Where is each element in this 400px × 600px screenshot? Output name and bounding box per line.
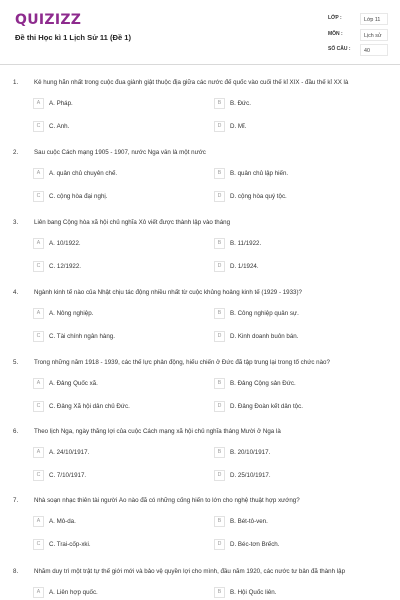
question-text: Nhà soạn nhạc thiên tài người Áo nào đã có những cống hiến to lớn cho nghệ thuật hợp xướng?: [34, 497, 300, 504]
option-letter: A: [33, 378, 44, 389]
meta-label: SỐ CÂU :: [328, 46, 351, 52]
option-text: C. Đảng Xã hội dân chủ Đức.: [49, 403, 130, 410]
option-text: C. Tài chính ngân hàng.: [49, 333, 115, 340]
option-letter: C: [33, 401, 44, 412]
option-text: B. Hội Quốc liên.: [230, 589, 277, 596]
option-text: B. Bét-tô-ven.: [230, 518, 268, 525]
meta-label: LỚP :: [328, 15, 342, 21]
option-text: D. 25/10/1917.: [230, 472, 271, 479]
option-text: D. Đảng Đoàn kết dân tộc.: [230, 403, 303, 410]
option-letter: C: [33, 331, 44, 342]
worksheet-title: Đề thi Học kì 1 Lịch Sử 11 (Đề 1): [15, 33, 132, 42]
option-letter: D: [214, 121, 225, 132]
option-text: A. Pháp.: [49, 100, 73, 107]
option-letter: A: [33, 308, 44, 319]
option-letter: B: [214, 98, 225, 109]
option-text: D. 1/1924.: [230, 263, 259, 270]
question-text: Sau cuộc Cách mạng 1905 - 1907, nước Nga vẫn là một nước: [34, 149, 206, 156]
question-number: 7.: [13, 497, 19, 504]
meta-value: 40: [360, 44, 388, 56]
option-text: B. Công nghiệp quân sự.: [230, 310, 299, 317]
option-letter: C: [33, 470, 44, 481]
option-text: B. 11/1922.: [230, 240, 262, 247]
option-letter: C: [33, 121, 44, 132]
option-letter: C: [33, 261, 44, 272]
meta-value: Lớp 11: [360, 13, 388, 25]
option-letter: A: [33, 447, 44, 458]
option-letter: D: [214, 401, 225, 412]
option-letter: A: [33, 516, 44, 527]
question-number: 6.: [13, 428, 19, 435]
question-text: Liên bang Cộng hòa xã hội chủ nghĩa Xô viết được thành lập vào tháng: [34, 219, 231, 226]
option-text: D. Kinh doanh buôn bán.: [230, 333, 299, 340]
question-number: 4.: [13, 289, 19, 296]
question-number: 1.: [13, 79, 19, 86]
question-text: Kẻ hung hãn nhất trong cuộc đua giành giật thuộc địa giữa các nước đế quốc vào cuối thế kỉ XIX - đầu thế kỉ XX là: [34, 79, 349, 86]
option-letter: A: [33, 587, 44, 598]
option-letter: C: [33, 191, 44, 202]
option-letter: A: [33, 98, 44, 109]
option-text: C. cộng hòa đại nghị.: [49, 193, 108, 200]
option-text: B. Đảng Cộng sản Đức.: [230, 380, 296, 387]
question-text: Ngành kinh tế nào của Nhật chịu tác động nhiều nhất từ cuộc khủng hoảng kinh tế (1929 - 1933)?: [34, 289, 302, 296]
option-text: A. quân chủ chuyên chế.: [49, 170, 118, 177]
option-text: A. Mô-da.: [49, 518, 76, 525]
question-text: Nhằm duy trì một trật tự thế giới mới và bảo vệ quyền lợi cho mình, đầu năm 1920, các nước tư bản đã thành lập: [34, 568, 346, 575]
option-text: B. quân chủ lập hiến.: [230, 170, 289, 177]
option-letter: D: [214, 191, 225, 202]
option-letter: B: [214, 168, 225, 179]
option-letter: B: [214, 516, 225, 527]
option-letter: C: [33, 539, 44, 550]
option-text: A. 10/1922.: [49, 240, 81, 247]
meta-box: [328, 13, 388, 60]
header-divider: [0, 64, 400, 65]
option-letter: D: [214, 470, 225, 481]
option-letter: D: [214, 539, 225, 550]
option-text: D. Béc-tơn Brếch.: [230, 541, 280, 548]
option-letter: B: [214, 378, 225, 389]
option-letter: B: [214, 308, 225, 319]
option-letter: B: [214, 447, 225, 458]
option-text: B. 20/10/1917.: [230, 449, 271, 456]
option-letter: B: [214, 238, 225, 249]
option-text: A. Liên hợp quốc.: [49, 589, 98, 596]
option-text: A. 24/10/1917.: [49, 449, 90, 456]
option-text: D. cộng hòa quý tộc.: [230, 193, 287, 200]
question-number: 3.: [13, 219, 19, 226]
option-text: C. 7/10/1917.: [49, 472, 87, 479]
quizizz-logo: QUIZIZZ: [15, 12, 82, 28]
question-number: 8.: [13, 568, 19, 575]
option-letter: D: [214, 261, 225, 272]
option-letter: B: [214, 587, 225, 598]
option-text: C. 12/1922.: [49, 263, 81, 270]
option-text: A. Đảng Quốc xã.: [49, 380, 98, 387]
option-text: B. Đức.: [230, 100, 251, 107]
option-text: C. Anh.: [49, 123, 70, 130]
meta-label: MÔN :: [328, 30, 343, 37]
meta-row-count: [328, 44, 388, 60]
question-text: Trong những năm 1918 - 1939, các thế lực phản động, hiếu chiến ở Đức đã tập trung lại trong tổ chức nào?: [34, 359, 330, 366]
worksheet-header: [0, 0, 400, 64]
question-number: 5.: [13, 359, 19, 366]
option-letter: D: [214, 331, 225, 342]
option-letter: A: [33, 168, 44, 179]
option-text: C. Trai-cốp-xki.: [49, 541, 91, 548]
option-text: A. Nông nghiệp.: [49, 310, 94, 317]
meta-value: Lịch sử: [360, 29, 388, 41]
question-text: Theo lịch Nga, ngày thắng lợi của cuộc Cách mạng xã hội chủ nghĩa tháng Mười ở Nga là: [34, 428, 281, 435]
meta-row-class: [328, 13, 388, 29]
question-number: 2.: [13, 149, 19, 156]
option-text: D. Mĩ.: [230, 123, 247, 130]
meta-row-subject: [328, 29, 388, 45]
option-letter: A: [33, 238, 44, 249]
